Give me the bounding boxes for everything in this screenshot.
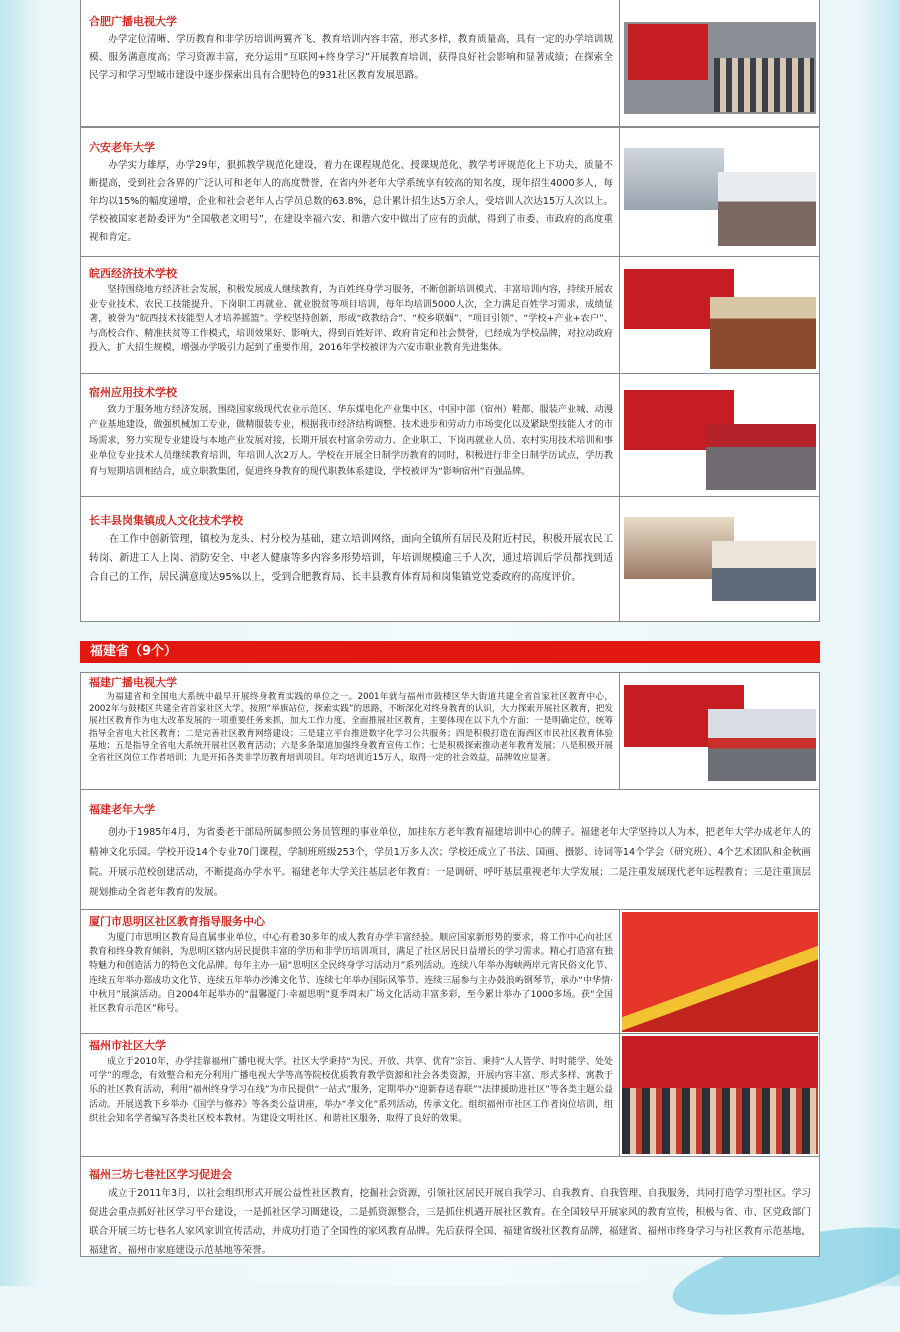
card-text: [81, 497, 621, 621]
card-photo: [619, 257, 819, 373]
card-body: 成立于2010年，办学挂靠福州广播电视大学。社区大学秉持“为民、开放、共享、优育”宗旨、秉持“人人皆学、时时能学、处处可学”的理念，有效整合和充分利用广播电视大学等高等院校优质教育教学资源和社会各类资源，开展内容丰富、形式多样、寓教于乐的社区教育活动，利用“福州终身学习在线”为市民提供“一站式”服务，定期举办“迎新春送春联”“法律援助进社区”等各类主题公益活动。开展送教下乡举办《国学与修养》等各类公益讲座，举办“孝文化”系列活动，传承文化。组织福州市社区工作者岗位培训，组织社会知名学者编写各类社区校本教材。为建设文明社区、和谐社区服务，取得了良好的效果。: [89, 1057, 613, 1124]
province-section-banner: 福建省（9个）: [80, 641, 820, 663]
seminar-photo: [708, 709, 816, 781]
dance-class-photo: [624, 148, 724, 210]
card-body: 成立于2011年3月，以社会组织形式开展公益性社区教育，挖掘社会资源，引领社区居民开展自我学习、自我教育、自我管理、自我服务，共同打造学习型社区。学习促进会重点抓好社区学习平台建设，一是抓社区学习圈建设，二是抓资源整合，三是抓住机遇开展社区教育。在全国较早开展家风的教育宣传，积极与省、市、区党政部门联合开展三坊七巷名人家风家训宣传活动，并成功打造了全国性的家风教育品牌。先后获得全国、福建省级社区教育品牌，福建省、福州市终身学习与社区教育示范基地，福建省、福州市家庭建设示范基地等荣誉。: [89, 1188, 811, 1256]
card-title: 宿州应用技术学校: [89, 386, 177, 399]
card-text: [81, 1034, 621, 1156]
banner-photo: [622, 1036, 818, 1088]
card-text: [81, 1157, 819, 1256]
card-photo: [619, 497, 819, 621]
institution-card-xiamen-siming: [80, 909, 820, 1034]
card-photo: [619, 374, 819, 496]
card-title: 福州三坊七巷社区学习促进会: [89, 1168, 232, 1181]
stage-event-photo: [622, 912, 818, 1032]
card-photo: [619, 128, 819, 256]
workshop-photo: [712, 541, 816, 601]
institution-card-changfeng-school: [80, 496, 820, 622]
card-photo: [619, 0, 819, 126]
conference-photo: [706, 424, 816, 490]
institution-card-suzhou-school: [80, 373, 820, 497]
institution-card-fujian-elderly: [80, 789, 820, 910]
card-body: 在工作中创新管理，镇校为龙头、村分校为基础，建立培训网络，面向全镇所有居民及附近村民，积极开展农民工转岗、新进工人上岗、消防安全、中老人健康等多内容多形势培训，年培训规模逾三千人次，通过培训后学员都找到适合自己的工作，居民满意度达95%以上，受到合肥教育局、长丰县教育体育局和岗集镇党党委政府的高度评价。: [89, 534, 613, 583]
institution-card-wanxi-school: [80, 256, 820, 374]
card-title: 厦门市思明区社区教育指导服务中心: [89, 915, 265, 928]
institution-card-luan-elderly: [80, 127, 820, 257]
institution-card-sanfang-qixiang: [80, 1156, 820, 1257]
card-photo: [619, 673, 819, 789]
card-body: 办学实力雄厚，办学29年，狠抓教学规范化建设，着力在课程规范化、授课规范化、教学考评规范化上下功夫，质量不断提高，受到社会各界的广泛认可和老年人的高度赞誉，在省内外老年大学系统享有较高的知名度，现年招生4000多人，每年均以15%的幅度递增，企业和社会老年人占学员总数的63.8%，总计累计招生达5万余人，受培训人次达15万人次以上。学校被国家老龄委评为“全国敬老文明号”，在建设幸福六安、和谐六安中做出了应有的贡献，得到了市委、市政府的高度重视和肯定。: [89, 160, 613, 243]
card-body: 创办于1985年4月，为省委老干部局所属参照公务员管理的事业单位，加挂东方老年教育福建培训中心的牌子。福建老年大学坚持以人为本，把老年大学办成老年人的精神文化乐园。学校开设14个专业70门课程，学制班班级253个，学员1万多人次；学校还成立了书法、国画、摄影、诗词等14个学会（研究班）、4个艺术团队和金秋画院。开展示范校创建活动，不断提高办学水平。福建老年大学关注基层老年教育：一是调研、呼吁基层重视老年大学发展；二是注重发展现代老年远程教育；三是注重顶层规划推动全省老年教育的发展。: [89, 827, 811, 898]
card-text: [81, 0, 621, 126]
card-text: [81, 910, 621, 1033]
institution-card-hefei-tvu: [80, 0, 820, 127]
card-body: 为福建省和全国电大系统中最早开展终身教育实践的单位之一。2001年就与福州市鼓楼区华大街道共建全省首家社区教育中心，2002年与鼓楼区共建全省首家社区大学。按照“举旗站位，探索实践”的思路，不断深化对终身教育的认识，大力探索开展社区教育，把发展社区教育作为电大改革发展的一项重要任务来抓，加大工作力度、全面推展社区教育，主要体现在以下九个方面：一是明确定位，统筹指导全省电大社区教育；二是完善社区教育网络建设；三是建立平台推进数字化学习公共服务；四是积极打造在海西区市民社区教育体验基地；五是指导全省电大系统开展社区教育活动；六是多条渠道加强终身教育宣传工作；七是积极探索推动老年教育发展；八是积极开展全省社区岗位工作者培训；九是开拓各类非学历教育培训项目。年均培训近15万人，取得一定的社会效益，品牌效应显著。: [89, 692, 613, 764]
card-text: [81, 673, 621, 789]
card-title: 福建老年大学: [89, 803, 155, 816]
card-title: 六安老年大学: [89, 141, 155, 154]
card-text: [81, 128, 621, 256]
training-session-photo: [710, 297, 816, 369]
card-title: 长丰县岗集镇成人文化技术学校: [89, 514, 243, 527]
card-title: 合肥广播电视大学: [89, 15, 177, 28]
card-text: [81, 257, 621, 373]
card-text: [81, 790, 819, 909]
lecture-photo: [718, 172, 816, 246]
card-text: [81, 374, 621, 496]
card-title: 福州市社区大学: [89, 1039, 166, 1052]
card-title: 福建广播电视大学: [89, 676, 177, 689]
card-body: 致力于服务地方经济发展，围绕国家级现代农业示范区、华东煤电化产业集中区、中国中部（宿州）鞋都、服装产业城、动漫产业基地建设，做强机械加工专业，做精服装专业，根据我市经济结构调整、技术进步和劳动力市场变化以及紧缺型技能人才的市场需求，努力实现专业建设与本地产业发展对接，长期开展农村富余劳动力、企业职工、下岗再就业人员、农村实用技术培训和事业单位专业技术人员继续教育培训，年培训人次2万人。学校在开展全日制学历教育的同时，积极进行非全日制学历试点，学历教育与短期培训相结合，成立职教集团，促进终身教育的现代职教体系建设，学校被评为“影响宿州”百强品牌。: [89, 404, 613, 477]
audience-photo: [714, 58, 814, 112]
card-photo: [619, 910, 819, 1033]
audience-photo: [622, 1088, 818, 1154]
institution-card-fujian-tvu: [80, 672, 820, 790]
card-body: 坚持围绕地方经济社会发展，积极发展成人继续教育，为百姓终身学习服务，不断创新培训模式、丰富培训内容，持续开展农业专业技术、农民工技能提升、下岗职工再就业、就业脱贫等项目培训，每年均培训5000人次，全力满足百姓学习需求，成绩显著，被誉为“皖西技术技能型人才培养摇篮”。学校坚持创新，形成“政教结合”、“校乡联姻”、“项目引领”、“学校+产业+农户”、与高校合作、精准扶贫等工作模式，培训效果好、影响大，得到百姓好评、政府肯定和社会赞誉，已经成为学校品牌，对拉动政府投入，扩大招生规模，增强办学吸引力起到了重要作用，2016年学校被评为六安市职业教育先进集体。: [89, 284, 613, 354]
red-banner-photo: [628, 24, 708, 80]
card-photo: [619, 1034, 819, 1156]
institution-card-fuzhou-community: [80, 1033, 820, 1157]
card-body: 为厦门市思明区教育局直属事业单位，中心有着30多年的成人教育办学丰富经验。顺应国家新形势的要求，将工作中心向社区教育和终身教育倾斜，为思明区辖内居民提供丰富的学历和非学历培训项目，满足了社区居民日益增长的学习需求。精心打造富有独特魅力和创造活力的特色文化品牌。每年主办一届“思明区全民终身学习活动月”系列活动。连续八年举办海峡两岸元宵民俗文化节、连续五年举办郑成功文化节、连续五年举办沙滩文化节、连续七年举办国际风筝节、连续三届参与主办鼓浪屿钢琴节，承办“中华情·中秋月”展演活动。自2004年起举办的“温馨厦门·幸福思明”夏季周末广场文化活动丰富多彩，至今累计举办了1000多场。获“全国社区教育示范区”称号。: [89, 933, 613, 1015]
card-body: 办学定位清晰、学历教育和非学历培训两翼齐飞、教育培训内容丰富，形式多样，教育质量高，具有一定的办学培训规模、服务满意度高；学习资源丰富，充分运用“互联网+终身学习”开展教育培训，获得良好社会影响和显著成绩；在探索全民学习和学习型城市建设中逐步探索出具有合肥特色的931社区教育发展思路。: [89, 34, 613, 81]
card-title: 皖西经济技术学校: [89, 267, 177, 280]
